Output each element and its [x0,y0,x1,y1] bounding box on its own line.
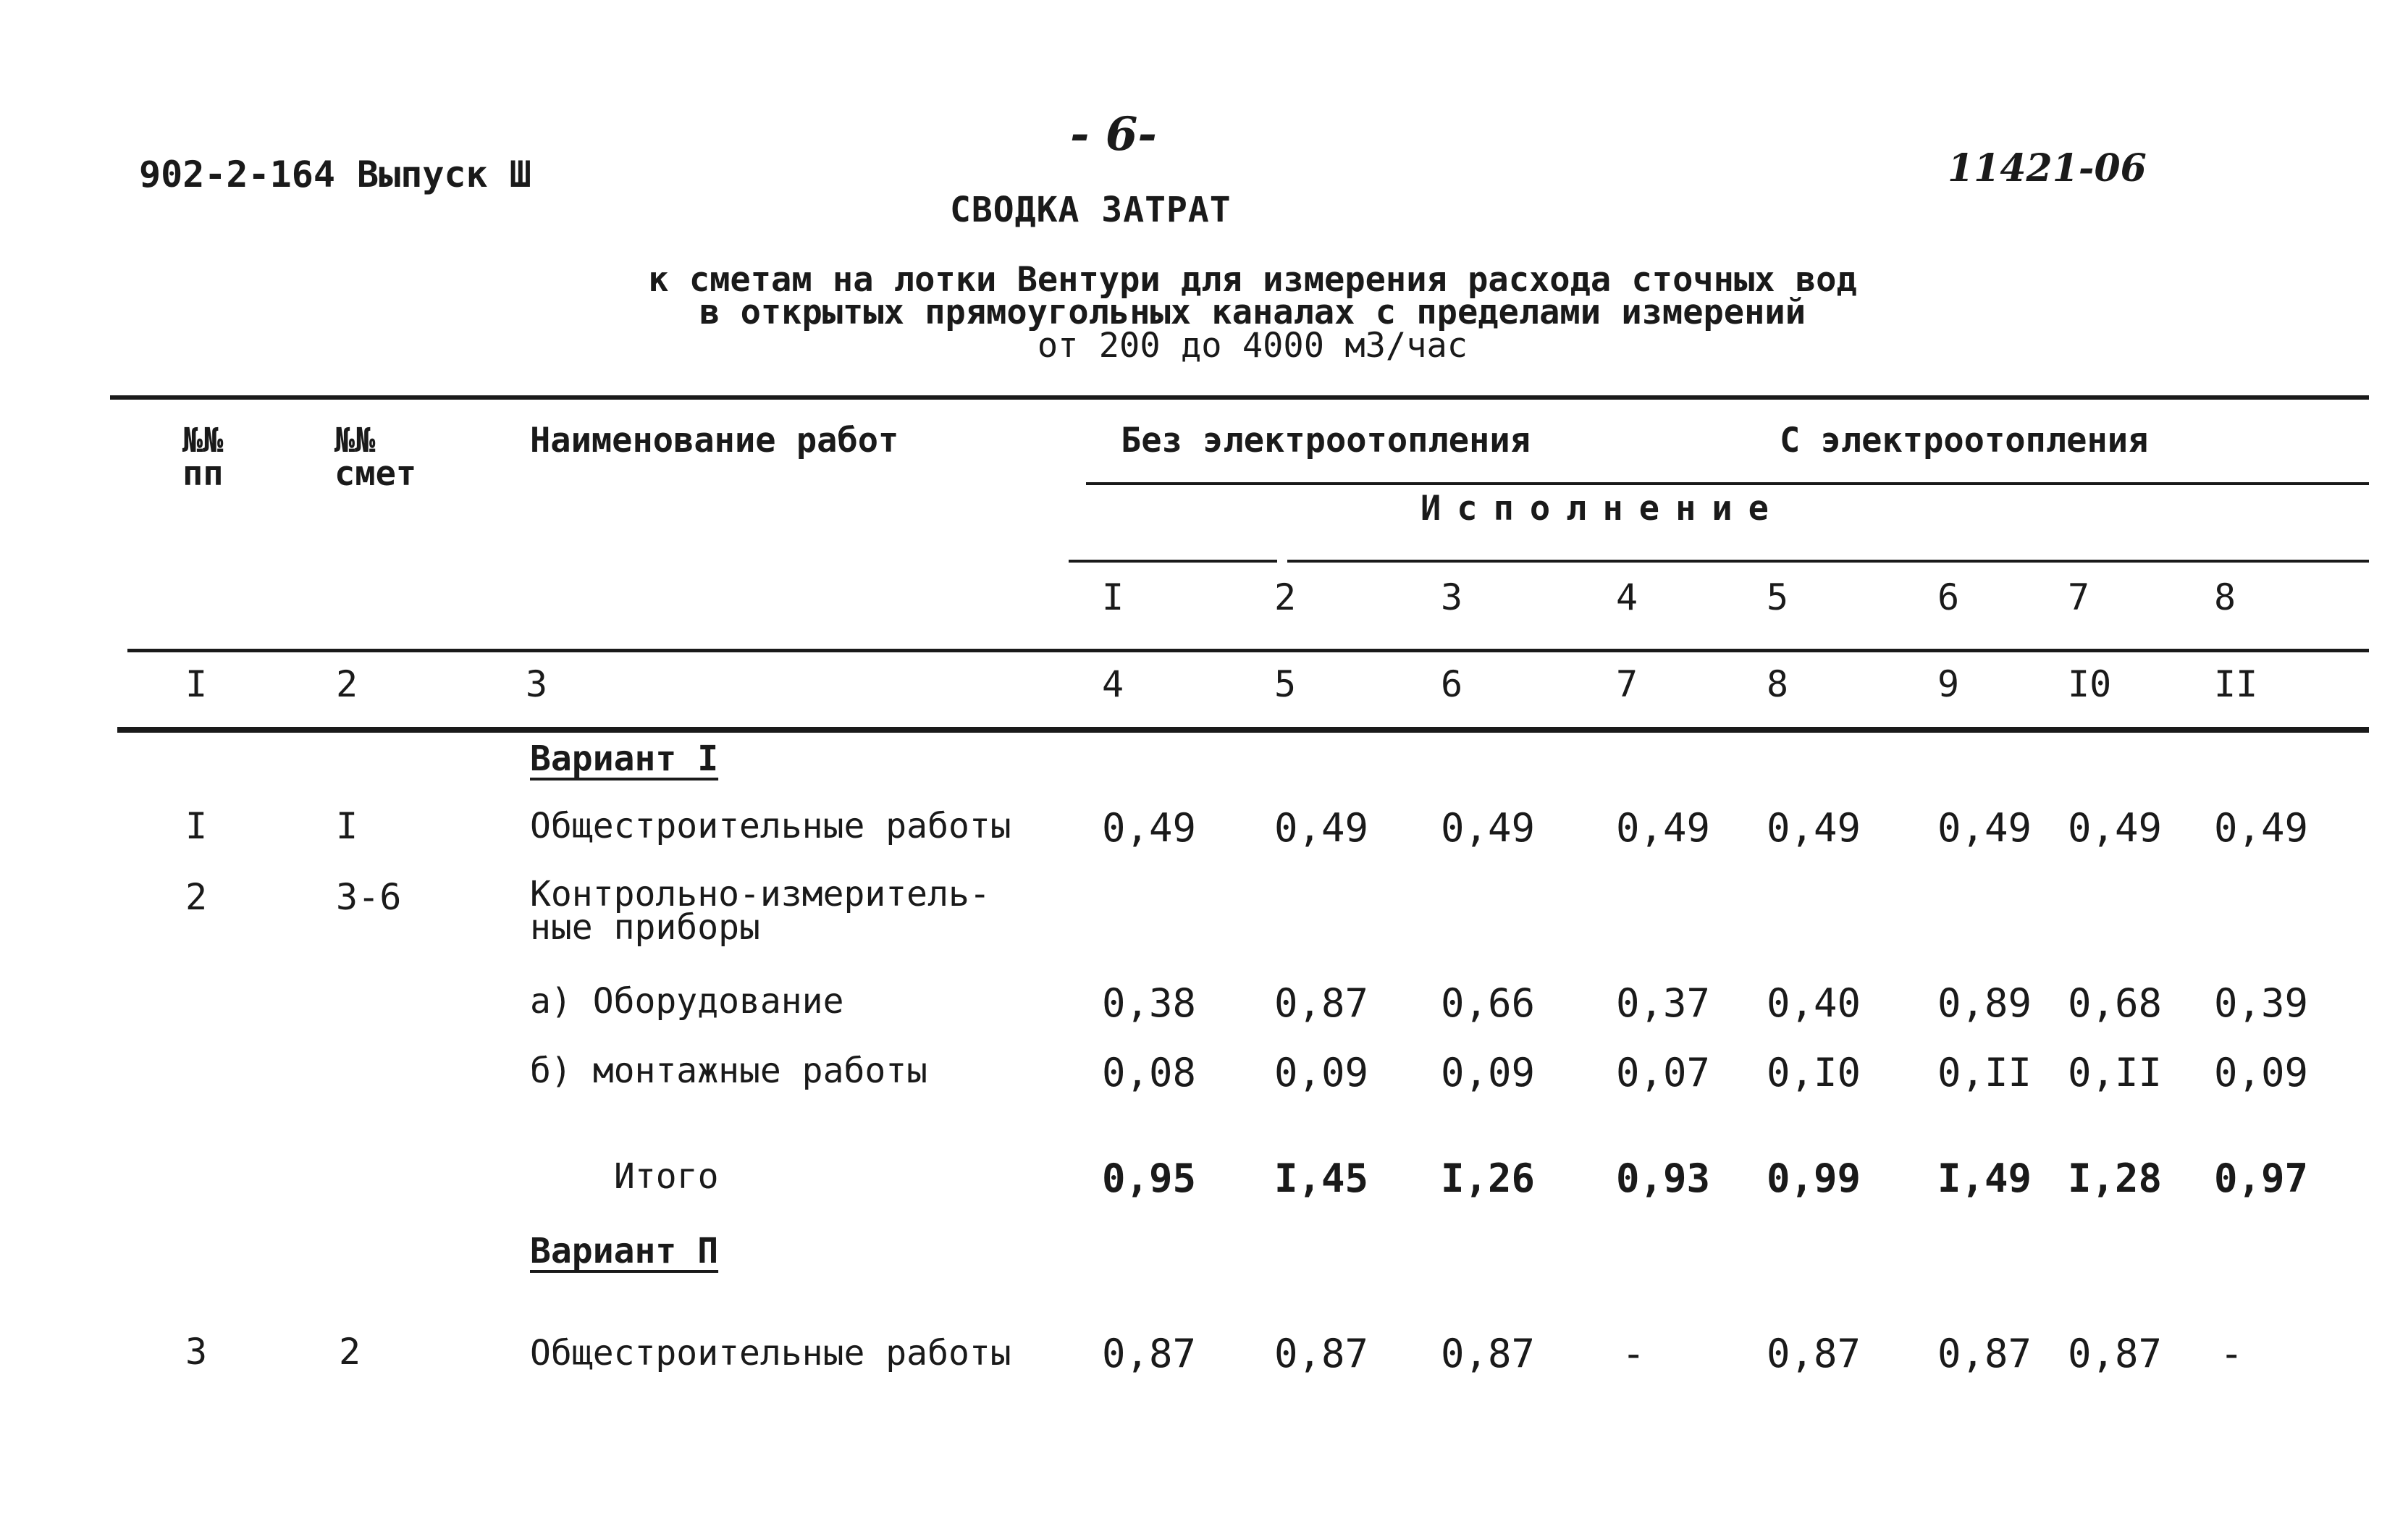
row-value: 0,87 [1767,1331,1861,1376]
row-work-name: а) Оборудование [530,981,844,1022]
column-number: 3 [526,663,548,705]
execution-number: I [1102,576,1124,618]
row-value: 0,09 [2214,1050,2309,1095]
row-value: 0,39 [2214,980,2309,1026]
subtitle-line-2: в открытых прямоугольных каналах с пределами измерений [699,293,1806,332]
row-pp-number: 2 [185,876,208,918]
execution-number: 3 [1441,576,1463,618]
total-value: I,26 [1441,1156,1536,1201]
row-value: 0,49 [1767,805,1861,851]
row-work-name-line-2: ные приборы [530,907,760,948]
row-value: 0,87 [1274,980,1369,1026]
execution-header: Исполнение [1420,489,1785,529]
row-value: 0,49 [1102,805,1197,851]
row-work-name: Общестроительные работы [530,806,1011,846]
registration-number: 11421-06 [1948,146,2147,190]
row-work-name: Общестроительные работы [530,1333,1011,1373]
col-header-work-name: Наименование работ [530,421,899,460]
column-number: 8 [1767,663,1789,705]
column-number: 4 [1102,663,1124,705]
subtitle-line-3: от 200 до 4000 м3/час [1037,326,1468,366]
column-number: I [185,663,208,705]
header-bottom-rule [127,649,2369,652]
group-header-with-heating: С электроотопления [1780,421,2149,460]
execution-rule-right [1287,560,2369,563]
total-value: I,28 [2068,1156,2163,1201]
column-number: 2 [336,663,358,705]
row-value: 0,87 [1937,1331,2032,1376]
row-work-name: б) монтажные работы [530,1051,928,1091]
total-label: Итого [614,1156,719,1197]
group-header-without-heating: Без электроотопления [1121,421,1531,460]
page-number: - 6- [1070,107,1157,161]
row-value: 0,I0 [1767,1050,1861,1095]
total-value: I,45 [1274,1156,1369,1201]
row-value: 0,68 [2068,980,2163,1026]
row-work-name-line-1: Контрольно-измеритель- [530,874,990,914]
total-value: 0,97 [2214,1156,2309,1201]
row-value: 0,49 [1441,805,1536,851]
total-value: 0,95 [1102,1156,1197,1201]
row-value: 0,08 [1102,1050,1197,1095]
row-value: 0,87 [1441,1331,1536,1376]
column-number: II [2214,663,2258,705]
row-value: 0,09 [1274,1050,1369,1095]
row-smet-number: 2 [339,1331,361,1373]
row-value: 0,II [2068,1050,2163,1095]
row-smet-number: 3-6 [336,876,402,918]
execution-number: 5 [1767,576,1789,618]
document-title: СВОДКА ЗАТРАТ [950,190,1232,230]
group-rule [1086,482,2369,485]
row-value: 0,87 [1102,1331,1197,1376]
subtitle-line-1: к сметам на лотки Вентури для измерения расхода сточных вод [648,260,1857,300]
row-value: 0,II [1937,1050,2032,1095]
column-number: 6 [1441,663,1463,705]
col-header-num-smet: №№ смет [334,421,417,494]
row-value-dash: - [1622,1331,1646,1376]
row-value: 0,38 [1102,980,1197,1026]
row-value: 0,87 [1274,1331,1369,1376]
row-value: 0,66 [1441,980,1536,1026]
execution-number: 4 [1616,576,1638,618]
variant-1-heading: Вариант I [530,739,719,779]
row-value: 0,40 [1767,980,1861,1026]
execution-number: 7 [2068,576,2090,618]
column-number: 5 [1274,663,1297,705]
row-smet-number: I [336,805,358,847]
execution-number: 6 [1937,576,1960,618]
row-pp-number: I [185,805,208,847]
total-value: 0,99 [1767,1156,1861,1201]
row-value: 0,49 [2068,805,2163,851]
execution-number: 8 [2214,576,2236,618]
row-value-dash: - [2220,1331,2244,1376]
row-value: 0,37 [1616,980,1711,1026]
total-value: I,49 [1937,1156,2032,1201]
row-value: 0,89 [1937,980,2032,1026]
column-number: 9 [1937,663,1960,705]
execution-rule-left [1069,560,1277,563]
col-header-num-pp: №№ пп [182,421,224,494]
row-value: 0,49 [1937,805,2032,851]
total-value: 0,93 [1616,1156,1711,1201]
column-numbers-rule [117,727,2369,733]
row-value: 0,49 [2214,805,2309,851]
column-number: 7 [1616,663,1638,705]
row-value: 0,87 [2068,1331,2163,1376]
row-pp-number: 3 [185,1331,208,1373]
row-value: 0,07 [1616,1050,1711,1095]
variant-2-heading: Вариант П [530,1231,719,1271]
execution-number: 2 [1274,576,1297,618]
row-value: 0,09 [1441,1050,1536,1095]
row-value: 0,49 [1616,805,1711,851]
column-number: I0 [2068,663,2112,705]
table-top-rule [110,395,2369,400]
document-code: 902-2-164 Выпуск Ш [139,153,531,195]
row-value: 0,49 [1274,805,1369,851]
